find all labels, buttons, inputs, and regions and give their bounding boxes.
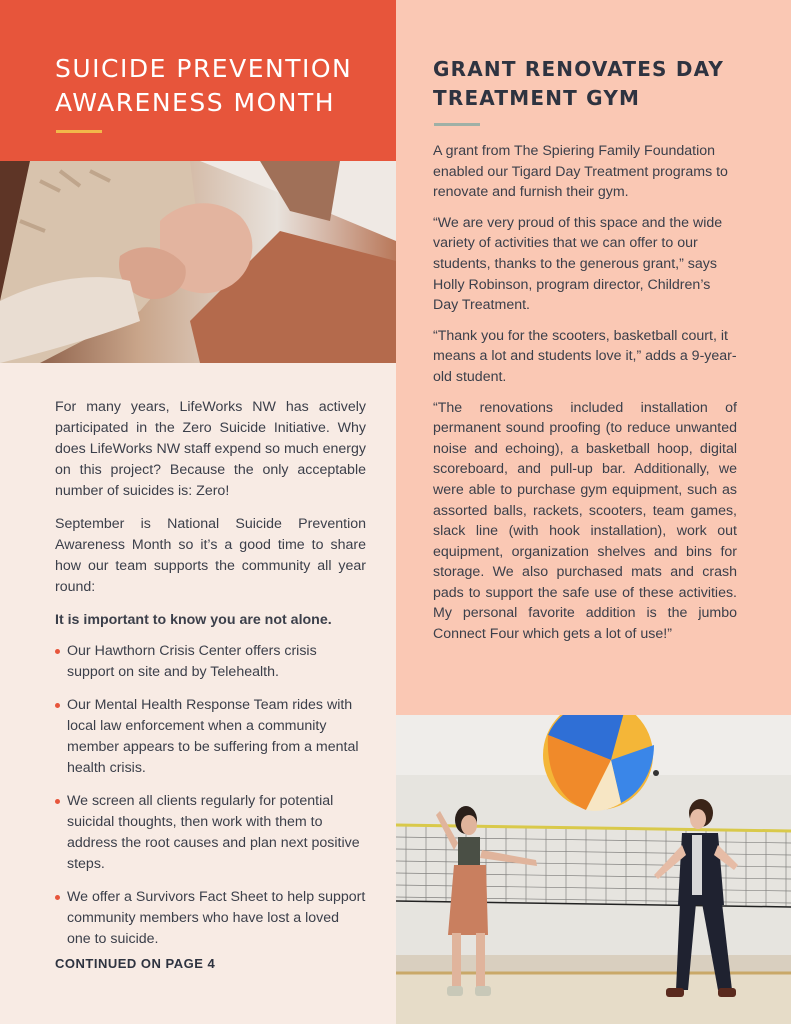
title-line-1: GRANT RENOVATES DAY xyxy=(433,57,725,81)
suicide-prevention-title xyxy=(55,52,352,120)
suicide-prevention-header xyxy=(0,0,396,161)
list-item: Our Hawthorn Crisis Center offers crisis support on site and by Telehealth. xyxy=(55,641,366,683)
list-item: Our Mental Health Response Team rides with local law enforcement when a community member appears to be suffering from a mental health crisis. xyxy=(55,695,366,779)
list-item: We screen all clients regularly for potential suicidal thoughts, then work with them to address the root causes and plan next positive steps. xyxy=(55,791,366,875)
bullet-dot-icon xyxy=(55,799,60,804)
title-line-1: SUICIDE PREVENTION xyxy=(55,54,353,83)
bullet-dot-icon xyxy=(55,649,60,654)
bullet-dot-icon xyxy=(55,895,60,900)
title-line-2: AWARENESS MONTH xyxy=(55,88,336,117)
bullet-dot-icon xyxy=(55,703,60,708)
title-accent-rule xyxy=(434,123,480,126)
gym-grant-title xyxy=(433,55,724,113)
title-accent-rule xyxy=(56,130,102,133)
body-paragraph: For many years, LifeWorks NW has actively participated in the Zero Suicide Initiative. Why does LifeWorks NW staff expend so much energy on this project? Because the only acceptable number of suicides is: Zero! xyxy=(55,399,366,499)
list-item: We offer a Survivors Fact Sheet to help support community members who have lost a loved one to suicide. xyxy=(55,887,366,950)
gym-beach-ball-photo xyxy=(396,715,791,1024)
suicide-prevention-body xyxy=(55,397,366,962)
body-paragraph: “Thank you for the scooters, basketball court, it means a lot and students love it,” adds a 9-year-old student. xyxy=(433,327,737,385)
services-list xyxy=(55,641,366,950)
body-paragraph: September is National Suicide Prevention Awareness Month so it’s a good time to share how our team supports the community all year round: xyxy=(55,516,366,595)
body-paragraph: A grant from The Spiering Family Foundation enabled our Tigard Day Treatment programs to renovate and furnish their gym. xyxy=(433,143,728,201)
holding-hands-photo xyxy=(0,161,396,363)
body-paragraph: “The renovations included installation of permanent sound proofing (to reduce unwanted noise and echoing), a basketball hoop, digital scoreboard, and pull-up bar. Additionally, we were able to purchase gym equipment, such as assorted balls, rackets, scooters, team games, slack line (with hook installation), work out equipment, organization shelves and bins for storage. We also purchased mats and crash pads to support the safe use of these activities. My personal favorite addition is the jumbo Connect Four which gets a lot of use!” xyxy=(433,399,737,643)
gym-grant-body xyxy=(433,141,737,655)
lead-statement: It is important to know you are not alone. xyxy=(55,612,332,628)
continued-link[interactable]: CONTINUED ON PAGE 4 xyxy=(55,956,216,971)
body-paragraph: “We are very proud of this space and the wide variety of activities that we can offer to our students, thanks to the generous grant,” says Holly Robinson, program director, Children’s Day Treatment. xyxy=(433,214,723,314)
title-line-2: TREATMENT GYM xyxy=(433,86,641,110)
